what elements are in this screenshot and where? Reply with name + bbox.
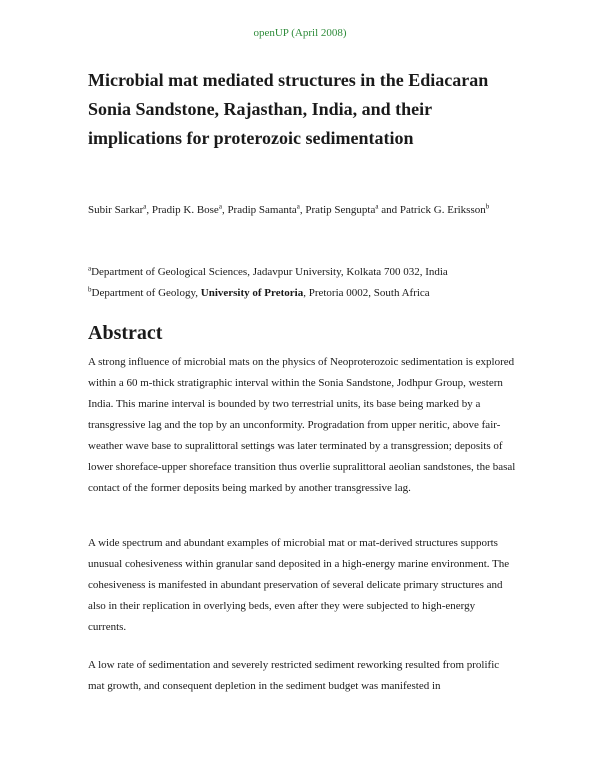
affiliations xyxy=(88,262,528,304)
title-line-2: Sonia Sandstone, Rajasthan, India, and their xyxy=(88,99,433,119)
affiliation-a xyxy=(88,262,528,283)
title-line-1: Microbial mat mediated structures in the Ediacaran xyxy=(88,70,489,90)
affiliation-mark: b xyxy=(88,285,92,294)
author-affiliation-mark: a xyxy=(375,202,379,211)
author-name: Patrick G. Eriksson xyxy=(399,204,486,216)
author-name: Pradip Samanta xyxy=(227,204,297,216)
author-affiliation-mark: a xyxy=(296,202,300,211)
paper-title xyxy=(88,66,528,153)
author-separator: , xyxy=(146,204,152,216)
author-separator: , xyxy=(299,204,306,216)
author-affiliation-mark: a xyxy=(143,202,147,211)
abstract-heading: Abstract xyxy=(88,322,163,344)
affiliation-text: , Pretoria 0002, South Africa xyxy=(303,287,430,299)
author-affiliation-mark: a xyxy=(218,202,222,211)
author-affiliation-mark: b xyxy=(485,202,490,211)
running-header: openUP (April 2008) xyxy=(253,27,347,39)
author-separator: , xyxy=(221,204,228,216)
author-name: Pradip K. Bose xyxy=(151,204,219,216)
abstract-paragraph-3: A low rate of sedimentation and severely restricted sediment reworking resulted from prolific mat growth, and consequent depletion in the sediment budget was manifested in xyxy=(88,659,500,692)
author-name: Subir Sarkar xyxy=(88,204,144,216)
author-name: Pratip Sengupta xyxy=(305,204,376,216)
affiliation-text: Department of Geological Sciences, Jadavpur University, Kolkata 700 032, India xyxy=(91,266,448,278)
affiliation-university: University of Pretoria xyxy=(200,287,304,299)
affiliation-b xyxy=(88,283,528,304)
title-line-3: implications for proterozoic sedimentation xyxy=(88,128,414,148)
author-separator: and xyxy=(378,204,400,216)
affiliation-text: Department of Geology, xyxy=(91,287,201,299)
affiliation-mark: a xyxy=(88,264,92,273)
abstract-paragraph-1: A strong influence of microbial mats on the physics of Neoproterozoic sedimentation is explored within a 60 m-thick stratigraphic interval within the Sonia Sandstone, Jodhpur Group, western India. This marine interval is bounded by two terrestrial units, its base being marked by a transgressive lag and the top by an unconformity. Progradation from upper neritic, above fair-weather wave base to supralittoral settings was later terminated by a transgression; deposits of lower shoreface-upper shoreface transition thus overlie supralittoral aeolian sandstones, the basal contact of the former deposits being marked by another transgressive lag. xyxy=(88,356,516,494)
author-list xyxy=(88,201,528,220)
abstract-paragraph-2: A wide spectrum and abundant examples of microbial mat or mat-derived structures supports unusual cohesiveness within granular sand deposited in a high-energy marine environment. The cohesiveness is manifested in abundant preservation of several delicate primary structures and also in their replication in overlying beds, even after they were subjected to high-energy currents. xyxy=(88,537,510,633)
